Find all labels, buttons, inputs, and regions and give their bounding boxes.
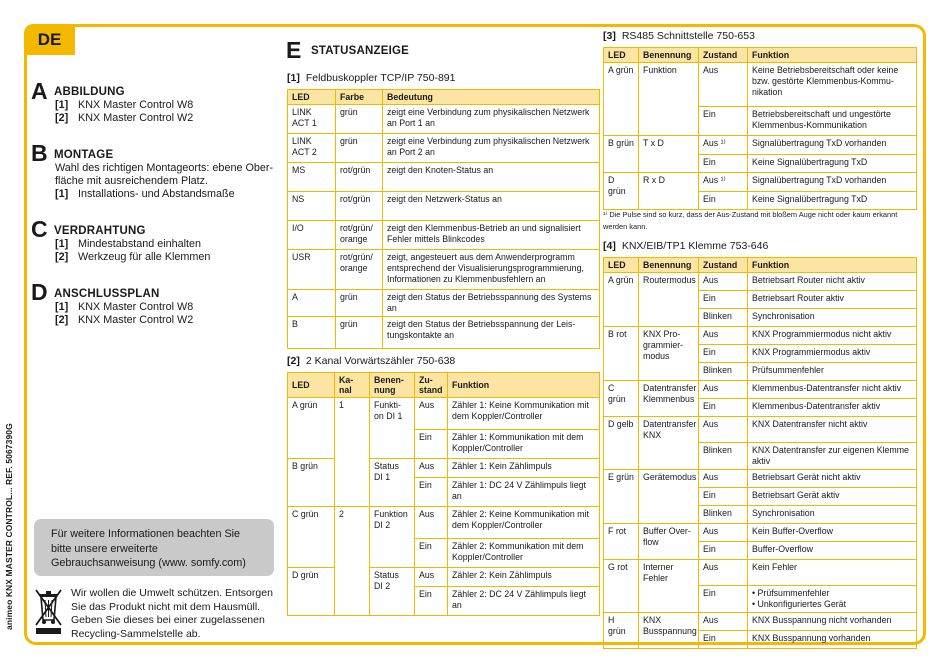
state-cell: Aus ¹⁾ (699, 136, 748, 155)
state-cell: Ein (699, 542, 748, 560)
column-header: LED (288, 373, 335, 398)
table-row (604, 524, 917, 542)
state-cell: Blinken (699, 363, 748, 381)
state-cell: Aus (699, 560, 748, 586)
function-cell: Kein Buffer-Overflow (748, 524, 917, 542)
section-b-line-3: [1] Installations- und Abstandsmaße (55, 188, 235, 200)
table-cell: A (288, 290, 336, 317)
section-c-letter: C (31, 216, 48, 242)
section-b-title: MONTAGE (54, 149, 114, 161)
table-row (604, 470, 917, 488)
table-cell: zeigt den Status der Betriebsspannung des Systems an (383, 290, 600, 317)
state-cell: Ein (699, 586, 748, 613)
state-cell: Aus (699, 381, 748, 399)
table-cell: grün (336, 105, 383, 134)
table-cell: grün (336, 290, 383, 317)
function-cell: Synchronisation (748, 506, 917, 524)
function-cell: Zähler 2: DC 24 V Zählimpuls liegt an (448, 587, 600, 616)
table-row (288, 317, 600, 349)
table-row (604, 560, 917, 586)
function-cell: Keine Betriebsbereitschaft oder keine bzw. gestörte Klemmenbus-Kommu-nikation (748, 63, 917, 107)
name-cell: Datentransfer KNX (639, 417, 699, 470)
name-cell: Buffer Over-flow (639, 524, 699, 560)
info-box (34, 519, 274, 576)
column-header: Benen-nung (370, 373, 415, 398)
column-header: Funktion (748, 258, 917, 273)
table-row (288, 163, 600, 192)
table-knx-klemme (603, 257, 917, 649)
function-cell: Betriebsart Gerät nicht aktiv (748, 470, 917, 488)
column-header: Bedeutung (383, 90, 600, 105)
table-row (604, 417, 917, 443)
section-c-line-1: [1] Mindestabstand einhalten (55, 238, 202, 250)
state-cell: Ein (699, 107, 748, 136)
table-row (288, 507, 600, 539)
state-cell: Blinken (699, 309, 748, 327)
table-rs485 (603, 47, 917, 210)
name-cell: R x D (639, 173, 699, 210)
table-row (604, 136, 917, 155)
weee-bin-icon (34, 587, 64, 635)
led-cell: D gelb (604, 417, 639, 470)
table-row (604, 613, 917, 631)
led-cell: C grün (604, 381, 639, 417)
section-d-title: ANSCHLUSSPLAN (54, 288, 160, 300)
column-header: LED (288, 90, 336, 105)
table-cell: B (288, 317, 336, 349)
function-cell: Prüfsummenfehler (748, 363, 917, 381)
name-cell: Interner Fehler (639, 560, 699, 613)
section-c-title: VERDRAHTUNG (54, 225, 146, 237)
table-cell: zeigt den Klemmenbus-Betrieb an und signalisiert Fehler mittels Blinkcodes (383, 221, 600, 250)
table-cell: USR (288, 250, 336, 290)
table-row (288, 290, 600, 317)
name-cell: Status DI 2 (370, 568, 415, 616)
state-cell: Aus ¹⁾ (699, 173, 748, 192)
section-d-line-2: [2] KNX Master Control W2 (55, 314, 194, 326)
name-cell: Routermodus (639, 273, 699, 327)
table-header-row (288, 90, 600, 105)
function-cell: Zähler 2: Kein Zählimpuls (448, 568, 600, 587)
state-cell: Aus (415, 398, 448, 430)
table-row (604, 381, 917, 399)
function-cell: Klemmenbus-Datentransfer aktiv (748, 399, 917, 417)
table-row (288, 192, 600, 221)
function-cell: KNX Datentransfer zur eigenen Klemme aktiv (748, 443, 917, 470)
table-cell: LINK ACT 1 (288, 105, 336, 134)
section-d-letter: D (31, 279, 48, 305)
table-header-row (604, 48, 917, 63)
table-cell: rot/grün (336, 163, 383, 192)
table-feldbuskoppler (287, 89, 600, 349)
table3-footnote: ¹⁾ Die Pulse sind so kurz, dass der Aus-Zustand mit bloßem Auge nicht oder kaum erkannt werden kann. (603, 210, 898, 231)
table-cell: zeigt, angesteuert aus dem Anwenderprogramm entsprechend der Visualisierungsprogrammierung, Informationen zu Klemmenbusfehlern an (383, 250, 600, 290)
section-b-letter: B (31, 140, 48, 166)
table-row (288, 221, 600, 250)
table-cell: grün (336, 317, 383, 349)
function-cell: KNX Programmiermodus nicht aktiv (748, 327, 917, 345)
function-cell: Kein Fehler (748, 560, 917, 586)
section-a-line-2: [2] KNX Master Control W2 (55, 112, 194, 124)
led-cell: B grün (288, 459, 335, 507)
table-cell: grün (336, 134, 383, 163)
function-cell: Zähler 2: Kommunikation mit dem Koppler/Controller (448, 539, 600, 568)
function-cell: KNX Programmiermodus aktiv (748, 345, 917, 363)
state-cell: Aus (415, 507, 448, 539)
table3-caption: [3] RS485 Schnittstelle 750-653 (603, 30, 755, 42)
state-cell: Aus (415, 568, 448, 587)
table-header-row (604, 258, 917, 273)
name-cell: T x D (639, 136, 699, 173)
name-cell: Funktion (639, 63, 699, 136)
state-cell: Ein (699, 291, 748, 309)
state-cell: Aus (699, 524, 748, 542)
table-cell: zeigt eine Verbindung zum physikalischen Netzwerk an Port 2 an (383, 134, 600, 163)
function-cell: Signalübertragung TxD vorhanden (748, 173, 917, 192)
table-cell: rot/grün/ orange (336, 221, 383, 250)
function-cell: KNX Busspannung nicht vorhanden (748, 613, 917, 631)
function-cell: Zähler 1: Keine Kommunikation mit dem Koppler/Controller (448, 398, 600, 430)
state-cell: Aus (415, 459, 448, 478)
table-cell: zeigt den Netzwerk-Status an (383, 192, 600, 221)
state-cell: Blinken (699, 443, 748, 470)
state-cell: Ein (699, 192, 748, 210)
function-cell: Betriebsbereitschaft und ungestörte Klemmenbus-Kommunikation (748, 107, 917, 136)
table4-caption: [4] KNX/EIB/TP1 Klemme 753-646 (603, 240, 769, 252)
state-cell: Ein (415, 478, 448, 507)
name-cell: KNX Busspannung (639, 613, 699, 649)
section-d-line-1: [1] KNX Master Control W8 (55, 301, 194, 313)
state-cell: Ein (415, 539, 448, 568)
name-cell: KNX Pro-grammier-modus (639, 327, 699, 381)
section-a-line-1: [1] KNX Master Control W8 (55, 99, 194, 111)
section-b-line-2: fläche mit ausreichendem Platz. (55, 175, 209, 187)
state-cell: Aus (699, 613, 748, 631)
table-cell: zeigt den Knoten-Status an (383, 163, 600, 192)
led-cell: C grün (288, 507, 335, 568)
info-text: Für weitere Informationen beachten Sie bitte unsere erweiterte Gebrauchsanweisung (www. somfy.com) (51, 528, 246, 569)
table2-caption: [2] 2 Kanal Vorwärtszähler 750-638 (287, 355, 456, 367)
name-cell: Gerätemodus (639, 470, 699, 524)
led-cell: D grün (288, 568, 335, 616)
function-cell: Klemmenbus-Datentransfer nicht aktiv (748, 381, 917, 399)
name-cell: Funkti-on DI 1 (370, 398, 415, 459)
table-cell: MS (288, 163, 336, 192)
state-cell: Ein (699, 155, 748, 173)
led-cell: G rot (604, 560, 639, 613)
vertical-reference: animeo KNX MASTER CONTROL... REF. 5067390G (4, 423, 14, 630)
table-vorwaertszaehler (287, 372, 600, 616)
led-cell: E grün (604, 470, 639, 524)
name-cell: Funktion DI 2 (370, 507, 415, 568)
function-cell: KNX Datentransfer nicht aktiv (748, 417, 917, 443)
column-header: Farbe (336, 90, 383, 105)
table-row (604, 273, 917, 291)
column-header: LED (604, 48, 639, 63)
environment-text: Wir wollen die Umwelt schützen. Entsorgen Sie das Produkt nicht mit dem Hausmüll. Geben Sie dieses bei einer zugelassenen Recycling-Sammelstelle ab. (71, 587, 273, 641)
led-cell: D grün (604, 173, 639, 210)
section-e-title: STATUSANZEIGE (311, 45, 410, 57)
table-row (288, 105, 600, 134)
column-header: Zu-stand (415, 373, 448, 398)
state-cell: Ein (699, 488, 748, 506)
led-cell: F rot (604, 524, 639, 560)
function-cell: Keine Signalübertragung TxD (748, 192, 917, 210)
table-cell: zeigt eine Verbindung zum physikalischen Netzwerk an Port 1 an (383, 105, 600, 134)
kanal-cell: 2 (335, 507, 370, 616)
table-row (604, 173, 917, 192)
function-cell: Signalübertragung TxD vorhanden (748, 136, 917, 155)
state-cell: Ein (699, 345, 748, 363)
table-row (604, 63, 917, 107)
table-row (604, 327, 917, 345)
state-cell: Aus (699, 273, 748, 291)
table-cell: rot/grün (336, 192, 383, 221)
table1-caption: [1] Feldbuskoppler TCP/IP 750-891 (287, 72, 456, 84)
table-cell: I/O (288, 221, 336, 250)
function-cell: Betriebsart Gerät aktiv (748, 488, 917, 506)
column-header: Funktion (748, 48, 917, 63)
table-row (288, 134, 600, 163)
column-header: Zustand (699, 48, 748, 63)
function-cell: Zähler 1: DC 24 V Zählimpuls liegt an (448, 478, 600, 507)
function-cell: Synchronisation (748, 309, 917, 327)
function-cell: Zähler 1: Kommunikation mit dem Koppler/Controller (448, 430, 600, 459)
function-cell: Zähler 2: Keine Kommunikation mit dem Koppler/Controller (448, 507, 600, 539)
language-tab (24, 24, 75, 55)
function-cell: Betriebsart Router nicht aktiv (748, 273, 917, 291)
table-cell: rot/grün/ orange (336, 250, 383, 290)
function-cell: Buffer-Overflow (748, 542, 917, 560)
state-cell: Aus (699, 417, 748, 443)
table-header-row (288, 373, 600, 398)
column-header: Benennung (639, 258, 699, 273)
function-cell: • Prüfsummenfehler • Unkonfiguriertes Gerät (748, 586, 917, 613)
state-cell: Aus (699, 470, 748, 488)
state-cell: Ein (699, 399, 748, 417)
section-b-line-1: Wahl des richtigen Montageorts: ebene Ober- (55, 162, 274, 174)
section-a-letter: A (31, 78, 48, 104)
led-cell: H grün (604, 613, 639, 649)
section-c-line-2: [2] Werkzeug für alle Klemmen (55, 251, 211, 263)
column-header: Benennung (639, 48, 699, 63)
kanal-cell: 1 (335, 398, 370, 507)
led-cell: A grün (604, 273, 639, 327)
table-cell: LINK ACT 2 (288, 134, 336, 163)
column-header: Funktion (448, 373, 600, 398)
column-header: LED (604, 258, 639, 273)
function-cell: Zähler 1: Kein Zählimpuls (448, 459, 600, 478)
section-a-title: ABBILDUNG (54, 86, 125, 98)
state-cell: Ein (415, 587, 448, 616)
table-row (288, 250, 600, 290)
state-cell: Aus (699, 63, 748, 107)
table-row (288, 398, 600, 430)
language-code: DE (37, 29, 62, 49)
column-header: Zustand (699, 258, 748, 273)
name-cell: Status DI 1 (370, 459, 415, 507)
column-header: Ka-nal (335, 373, 370, 398)
led-cell: B grün (604, 136, 639, 173)
function-cell: Betriebsart Router aktiv (748, 291, 917, 309)
table-row (288, 459, 600, 478)
table-cell: zeigt den Status der Betriebsspannung der Leis-tungskontakte an (383, 317, 600, 349)
function-cell: Keine Signalübertragung TxD (748, 155, 917, 173)
function-cell: KNX Busspannung vorhanden (748, 631, 917, 649)
state-cell: Ein (415, 430, 448, 459)
table-cell: NS (288, 192, 336, 221)
section-e-letter: E (286, 37, 302, 63)
state-cell: Ein (699, 631, 748, 649)
state-cell: Aus (699, 327, 748, 345)
led-cell: A grün (288, 398, 335, 459)
table-row (288, 568, 600, 587)
led-cell: B rot (604, 327, 639, 381)
state-cell: Blinken (699, 506, 748, 524)
name-cell: Datentransfer Klemmenbus (639, 381, 699, 417)
led-cell: A grün (604, 63, 639, 136)
